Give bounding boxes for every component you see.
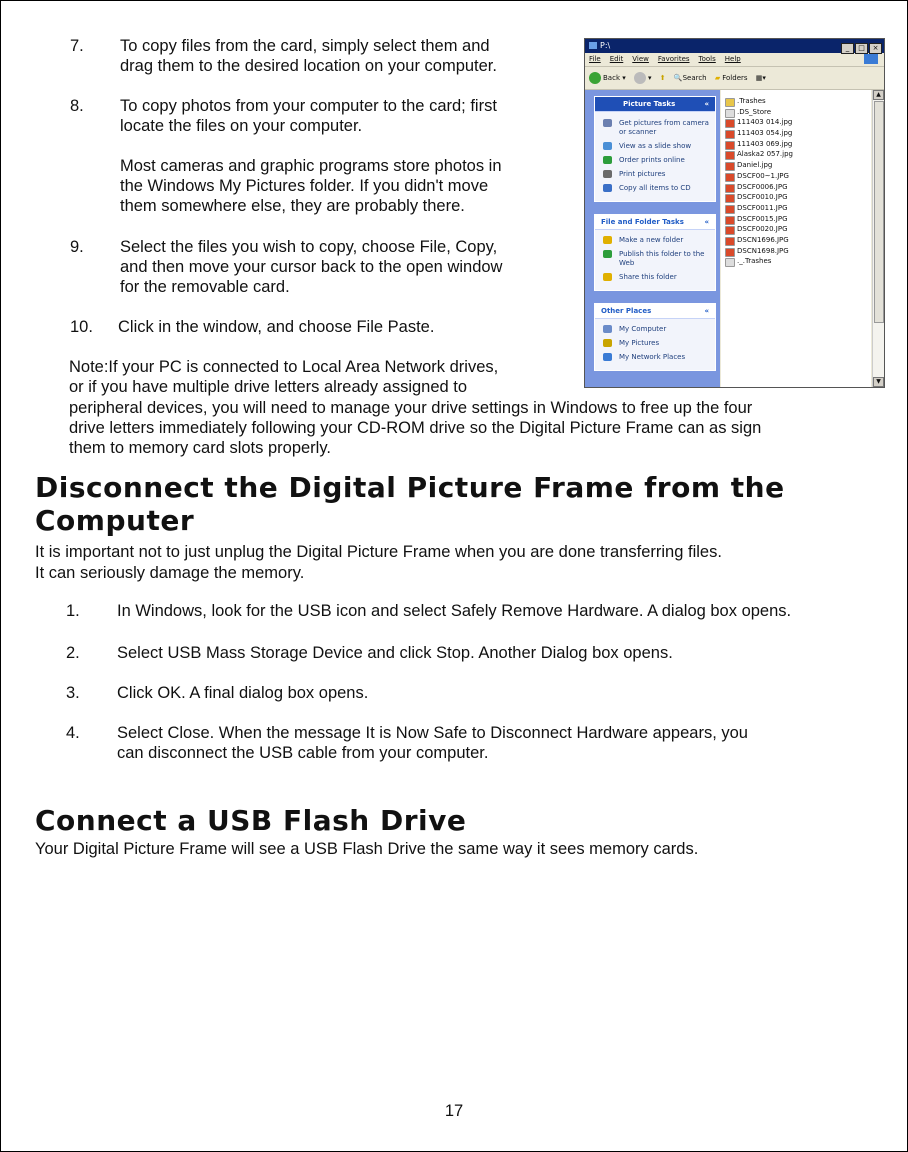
task-label: Publish this folder to the Web [619,250,705,267]
file-name: DSCN1698.JPG [737,246,789,255]
file-name: DSCF0020.JPG [737,225,788,234]
back-button[interactable]: Back ▾ [589,67,626,89]
task-icon [603,184,612,192]
file-name: DSCF00~1.JPG [737,171,789,180]
file-item[interactable] [721,235,871,246]
task-item[interactable] [595,118,715,138]
page-number: 17 [444,1102,464,1120]
task-label: Copy all items to CD [619,184,691,192]
file-name: Daniel.jpg [737,161,773,170]
file-icon [725,184,735,193]
file-icon [725,98,735,107]
note-line: peripheral devices, you will need to manage your drive settings in Windows to free up the four [69,398,753,417]
file-folder-tasks-panel [594,214,716,291]
panel-title: File and Folder Tasks [601,218,684,226]
task-icon [603,170,612,178]
file-name: 111403 054.jpg [737,129,793,138]
instruction-line: Select the files you wish to copy, choose File, Copy, [120,238,498,256]
file-icon [725,141,735,150]
task-item[interactable] [595,169,715,180]
other-places-panel [594,303,716,371]
file-icon [725,237,735,246]
menu-bar [585,53,884,67]
file-name: DSCF0015.JPG [737,214,788,223]
scrollbar[interactable] [872,90,884,387]
file-item[interactable] [721,128,871,139]
section-heading-usb: Connect a USB Flash Drive [35,804,467,837]
step-number: 10. [70,318,93,336]
file-name: DSCF0006.JPG [737,182,788,191]
file-icon [725,216,735,225]
instruction-line: To copy files from the card, simply select them and [120,37,490,55]
back-arrow-icon [589,72,601,84]
instruction-line: for the removable card. [120,278,290,296]
up-folder-button[interactable]: ⬆ [659,74,666,82]
file-icon [725,119,735,128]
file-item[interactable] [721,182,871,193]
picture-tasks-panel [594,96,716,202]
step-line: Click OK. A final dialog box opens. [117,684,369,702]
file-icon [725,151,735,160]
task-item[interactable] [595,183,715,194]
folder-icon: ▰ [714,74,721,82]
file-icon [725,248,735,257]
collapse-icon: « [704,307,709,315]
task-item[interactable] [595,324,715,335]
step-number: 7. [70,37,84,55]
file-item[interactable] [721,139,871,150]
task-item[interactable] [595,338,715,349]
step-line: Select USB Mass Storage Device and click Stop. Another Dialog box opens. [117,644,673,662]
disconnect-intro-line: It is important not to just unplug the Digital Picture Frame when you are done transferring files. [35,543,722,561]
picture-tasks-header[interactable] [595,97,715,112]
note-line: drive letters immediately following your CD-ROM drive so the Digital Picture Frame can as sign [69,418,762,437]
file-name: .DS_Store [737,107,772,116]
task-item[interactable] [595,235,715,246]
search-button[interactable]: 🔍Search [673,74,707,82]
instruction-line: them somewhere else, they are probably there. [120,197,465,215]
file-icon [725,258,735,267]
file-name: 111403 014.jpg [737,118,793,127]
explorer-window [584,38,885,388]
menu-item-tools[interactable]: Tools [698,55,716,63]
file-item[interactable] [721,107,871,118]
menu-item-view[interactable]: View [632,55,649,63]
collapse-icon: « [704,218,709,226]
file-tasks-list [595,230,715,290]
scroll-up-icon[interactable]: ▲ [873,90,884,100]
file-item[interactable] [721,246,871,257]
file-item[interactable] [721,160,871,171]
step-line: Select Close. When the message It is Now Safe to Disconnect Hardware appears, you [117,724,748,742]
forward-arrow-icon [634,72,646,84]
instruction-line: the Windows My Pictures folder. If you didn't move [120,177,489,195]
step-line: can disconnect the USB cable from your computer. [117,744,489,762]
file-icon [725,130,735,139]
menu-item-file[interactable]: File [589,55,601,63]
instruction-line: locate the files on your computer. [120,117,363,135]
drive-icon [589,42,597,49]
task-label: My Network Places [619,353,686,361]
instruction-line: Most cameras and graphic programs store photos in [120,157,502,175]
file-icon [725,109,735,118]
task-icon [603,119,612,127]
step-number: 2. [66,644,80,662]
menu-item-favorites[interactable]: Favorites [657,55,690,63]
file-item[interactable] [721,256,871,267]
step-line: In Windows, look for the USB icon and select Safely Remove Hardware. A dialog box opens. [117,602,792,620]
heading-line: Computer [35,504,195,537]
task-label: Get pictures from camera or scanner [619,119,709,136]
task-label: Order prints online [619,156,685,164]
file-name: DSCF0011.JPG [737,203,788,212]
file-icon [725,205,735,214]
task-pane [585,90,720,387]
scroll-thumb[interactable] [874,101,884,323]
file-item[interactable] [721,117,871,128]
file-icon [725,226,735,235]
file-icon [725,173,735,182]
minimize-icon[interactable]: _ [841,43,854,54]
file-item[interactable] [721,214,871,225]
task-item[interactable] [595,155,715,166]
file-name: DSCF0010.JPG [737,193,788,202]
file-item[interactable] [721,171,871,182]
folders-button[interactable]: ▰ Folders [715,67,748,89]
task-icon [603,353,612,361]
window-title: P:\ [600,41,611,50]
file-name: Alaska2 057.jpg [737,150,793,159]
task-icon [603,273,612,281]
instruction-line: and then move your cursor back to the open window [120,258,503,276]
task-icon [603,250,612,258]
task-item[interactable] [595,272,715,283]
views-button[interactable]: ▦▾ [755,74,766,82]
section-heading-disconnect [35,471,785,537]
step-number: 1. [66,602,80,620]
task-icon [603,339,612,347]
file-name: ._.Trashes [737,257,772,266]
task-label: Share this folder [619,273,677,281]
task-label: My Pictures [619,339,660,347]
menu-item-help[interactable]: Help [724,55,741,63]
task-label: Print pictures [619,170,666,178]
close-icon[interactable]: × [869,43,882,54]
windows-logo-icon [864,54,878,64]
instruction-line: Click in the window, and choose File Paste. [118,318,435,336]
disconnect-intro-line: It can seriously damage the memory. [35,564,305,582]
file-name: DSCN1696.JPG [737,235,789,244]
file-name: .Trashes [737,97,766,105]
other-places-header[interactable] [595,304,715,319]
scroll-down-icon[interactable]: ▼ [873,377,884,387]
maximize-icon[interactable]: □ [855,43,868,54]
file-icon [725,162,735,171]
other-places-list [595,319,715,370]
file-list [721,90,871,387]
task-icon [603,142,612,150]
usb-intro: Your Digital Picture Frame will see a USB Flash Drive the same way it sees memory cards. [35,840,699,858]
task-icon [603,325,612,333]
file-item[interactable] [721,224,871,235]
panel-title: Other Places [601,307,652,315]
task-item[interactable] [595,352,715,363]
step-number: 4. [66,724,80,742]
file-item[interactable] [721,192,871,203]
panel-title: Picture Tasks [623,100,676,108]
task-label: Make a new folder [619,236,684,244]
step-number: 8. [70,97,84,115]
picture-tasks-list [595,112,715,201]
collapse-icon: « [704,100,709,108]
file-name: 111403 069.jpg [737,139,793,148]
file-tasks-header[interactable] [595,215,715,230]
instruction-line: To copy photos from your computer to the card; first [120,97,497,115]
instruction-line: drag them to the desired location on your computer. [120,57,497,75]
task-label: My Computer [619,325,667,333]
window-title-bar [585,39,884,53]
task-icon [603,156,612,164]
step-number: 3. [66,684,80,702]
forward-button[interactable]: ▾ [634,67,652,89]
note-line: them to memory card slots properly. [69,439,331,458]
task-item[interactable] [595,141,715,152]
menu-item-edit[interactable]: Edit [609,55,624,63]
step-number: 9. [70,238,84,256]
file-item[interactable] [721,149,871,160]
note-line: or if you have multiple drive letters already assigned to [69,378,468,397]
toolbar [585,67,884,90]
note-line: Note:If your PC is connected to Local Area Network drives, [69,358,499,376]
task-icon [603,236,612,244]
heading-line: Disconnect the Digital Picture Frame from the [35,471,785,504]
task-item[interactable] [595,249,715,269]
file-item[interactable] [721,203,871,214]
task-label: View as a slide show [619,142,692,150]
file-icon [725,194,735,203]
file-item[interactable] [721,96,871,107]
